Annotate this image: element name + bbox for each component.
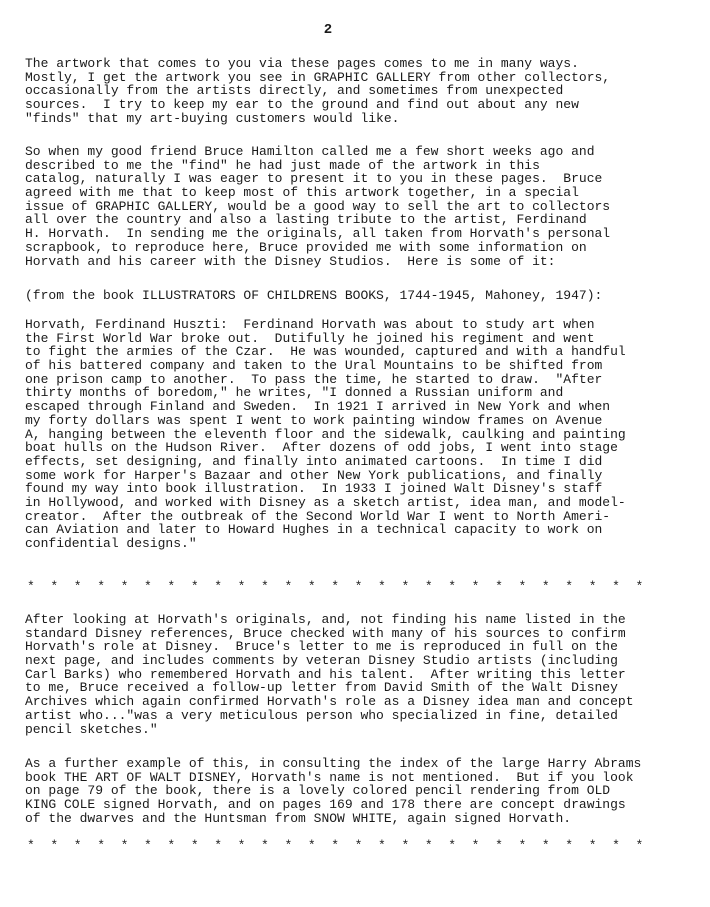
text-line: sources. I try to keep my ear to the ground and find out about any new xyxy=(25,97,579,113)
text-line: some work for Harper's Bazaar and other New York publications, and finally xyxy=(25,467,603,483)
text-line: artist who..."was a very meticulous person who specialized in fine, detailed xyxy=(25,707,618,723)
text-line: boat hulls on the Hudson River. After dozens of odd jobs, I went into stage xyxy=(25,440,618,456)
text-line: (from the book ILLUSTRATORS OF CHILDRENS BOOKS, 1744-1945, Mahoney, 1947): xyxy=(25,288,603,303)
text-line: scrapbook, to reproduce here, Bruce provided me with some information on xyxy=(25,239,587,255)
text-line: effects, set designing, and finally into animated cartoons. In time I did xyxy=(25,453,603,469)
text-line: all over the country and also a lasting tribute to the artist, Ferdinand xyxy=(25,212,587,228)
text-line: agreed with me that to keep most of this artwork together, in a special xyxy=(25,185,579,201)
text-line: Mostly, I get the artwork you see in GRAPHIC GALLERY from other collectors, xyxy=(25,69,611,85)
text-line: The artwork that comes to you via these pages comes to me in many ways. xyxy=(25,56,579,71)
text-line: occasionally from the artists directly, and sometimes from unexpected xyxy=(25,83,564,99)
text-line: in Hollywood, and worked with Disney as a sketch artist, idea man, and model- xyxy=(25,494,626,510)
text-line: described to me the "find" he had just made of the artwork in this xyxy=(25,157,540,173)
page-number: 2 xyxy=(323,22,333,38)
text-line: to me, Bruce received a follow-up letter from David Smith of the Walt Disney xyxy=(25,680,618,696)
text-line: the First World War broke out. Dutifully he joined his regiment and went xyxy=(25,330,595,346)
text-line: KING COLE signed Horvath, and on pages 169 and 178 there are concept drawings xyxy=(25,797,626,813)
text-line: Archives which again confirmed Horvath's role as a Disney idea man and concept xyxy=(25,694,634,710)
star-separator: * * * * * * * * * * * * * * * * * * * * * * * * * * * xyxy=(27,579,644,594)
text-line: A, hanging between the eleventh floor and the sidewalk, caulking and painting xyxy=(25,426,626,442)
text-line: on page 79 of the book, there is a lovely colored pencil rendering from OLD xyxy=(25,783,611,799)
intro-paragraph xyxy=(25,57,705,125)
text-line: As a further example of this, in consulting the index of the large Harry Abrams xyxy=(25,756,642,771)
text-line: Horvath's role at Disney. Bruce's letter to me is reproduced in full on the xyxy=(25,639,618,655)
abrams-paragraph xyxy=(25,757,705,825)
source-citation xyxy=(25,289,705,303)
text-line: confidential designs." xyxy=(25,536,197,551)
text-line: Horvath, Ferdinand Huszti: Ferdinand Horvath was about to study art when xyxy=(25,317,595,332)
text-line: pencil sketches." xyxy=(25,721,158,737)
text-line: next page, and includes comments by veteran Disney Studio artists (including xyxy=(25,653,618,669)
text-line: After looking at Horvath's originals, and, not finding his name listed in the xyxy=(25,612,626,627)
star-separator-bottom: * * * * * * * * * * * * * * * * * * * * * * * * * * * xyxy=(27,838,644,853)
text-line: creator. After the outbreak of the Second World War I went to North Ameri- xyxy=(25,508,611,524)
text-line: Horvath and his career with the Disney Studios. Here is some of it: xyxy=(25,253,556,269)
text-line: Carl Barks) who remembered Horvath and his talent. After writing this letter xyxy=(25,666,626,682)
text-line: to fight the armies of the Czar. He was wounded, captured and with a handful xyxy=(25,344,626,360)
text-line: H. Horvath. In sending me the originals, all taken from Horvath's personal xyxy=(25,226,611,242)
text-line: can Aviation and later to Howard Hughes in a technical capacity to work on xyxy=(25,522,603,538)
text-line: of the dwarves and the Huntsman from SNOW WHITE, again signed Horvath. xyxy=(25,810,572,826)
text-line: thirty months of boredom," he writes, "I donned a Russian uniform and xyxy=(25,385,564,401)
text-line: catalog, naturally I was eager to present it to you in these pages. Bruce xyxy=(25,171,603,187)
confirmation-paragraph xyxy=(25,613,705,736)
text-line: issue of GRAPHIC GALLERY, would be a good way to sell the art to collectors xyxy=(25,198,611,214)
text-line: my forty dollars was spent I went to work painting window frames on Avenue xyxy=(25,412,603,428)
text-line: one prison camp to another. To pass the time, he started to draw. "After xyxy=(25,371,603,387)
text-line: So when my good friend Bruce Hamilton called me a few short weeks ago and xyxy=(25,144,595,159)
biography-quote xyxy=(25,318,705,551)
text-line: "finds" that my art-buying customers would like. xyxy=(25,110,400,126)
text-line: book THE ART OF WALT DISNEY, Horvath's name is not mentioned. But if you look xyxy=(25,769,634,785)
bruce-paragraph xyxy=(25,145,705,268)
text-line: found my way into book illustration. In 1933 I joined Walt Disney's staff xyxy=(25,481,603,497)
text-line: of his battered company and taken to the Ural Mountains to be shifted from xyxy=(25,358,603,374)
text-line: standard Disney references, Bruce checked with many of his sources to confirm xyxy=(25,625,626,641)
text-line: escaped through Finland and Sweden. In 1921 I arrived in New York and when xyxy=(25,399,611,415)
